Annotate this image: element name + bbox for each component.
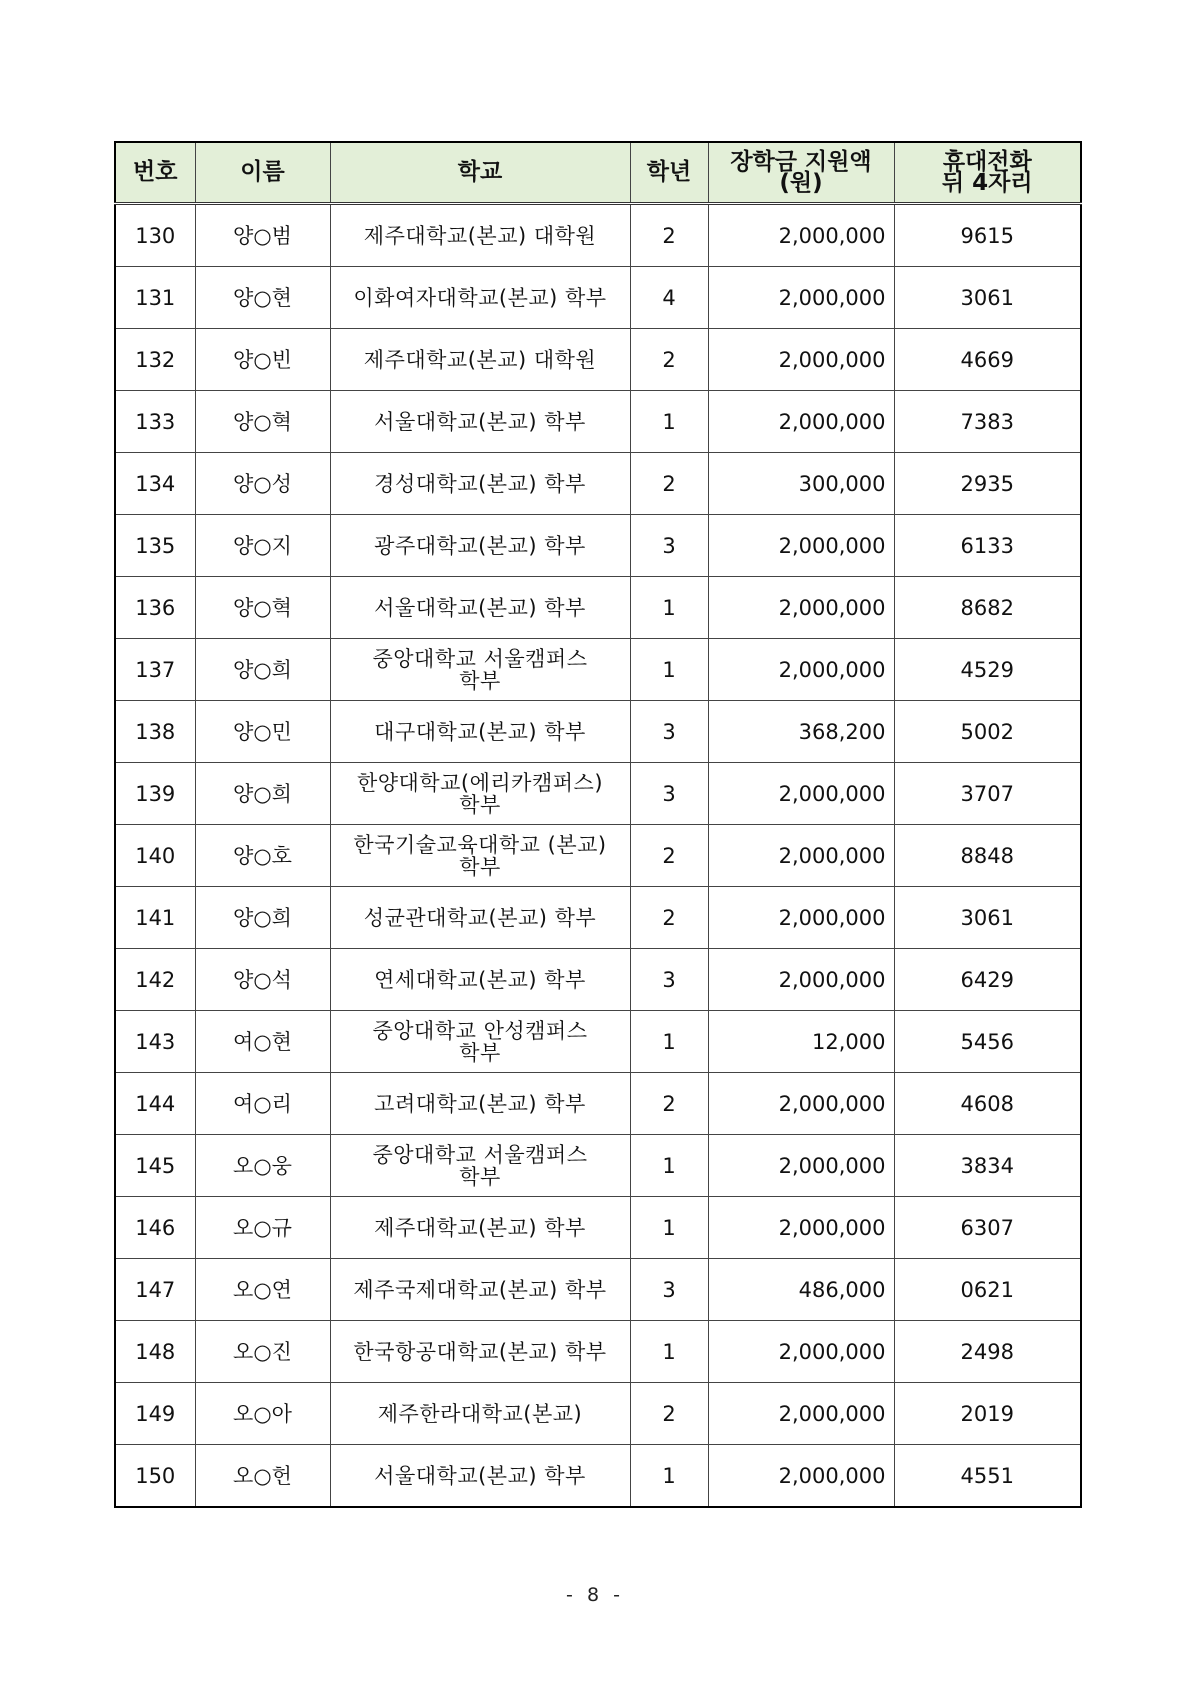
cell-grade: 3 [630,701,708,763]
cell-no: 135 [115,515,195,577]
header-name: 이름 [195,142,330,204]
cell-no: 141 [115,887,195,949]
cell-amount: 2,000,000 [708,515,894,577]
header-grade: 학년 [630,142,708,204]
table-row [115,825,1081,887]
cell-school: 경성대학교(본교) 학부 [330,453,630,515]
cell-name: 양○희 [195,887,330,949]
cell-grade: 4 [630,267,708,329]
cell-phone: 4608 [894,1073,1081,1135]
cell-no: 143 [115,1011,195,1073]
cell-phone: 8682 [894,577,1081,639]
cell-school: 제주한라대학교(본교) [330,1383,630,1445]
cell-no: 137 [115,639,195,701]
cell-amount: 2,000,000 [708,1135,894,1197]
cell-name: 양○지 [195,515,330,577]
cell-amount: 2,000,000 [708,1321,894,1383]
table-row [115,204,1081,267]
cell-no: 142 [115,949,195,1011]
cell-school: 서울대학교(본교) 학부 [330,391,630,453]
cell-amount: 2,000,000 [708,949,894,1011]
cell-school: 제주대학교(본교) 학부 [330,1197,630,1259]
cell-grade: 1 [630,1011,708,1073]
table-row [115,1445,1081,1508]
cell-school: 서울대학교(본교) 학부 [330,1445,630,1508]
cell-amount: 12,000 [708,1011,894,1073]
cell-phone: 6429 [894,949,1081,1011]
table-row [115,329,1081,391]
table-header [115,142,1081,204]
cell-no: 147 [115,1259,195,1321]
cell-no: 134 [115,453,195,515]
header-phone: 휴대전화 뒤 4자리 [894,142,1081,204]
table-row [115,515,1081,577]
cell-no: 144 [115,1073,195,1135]
cell-phone: 8848 [894,825,1081,887]
cell-no: 146 [115,1197,195,1259]
cell-name: 오○웅 [195,1135,330,1197]
cell-phone: 4669 [894,329,1081,391]
cell-no: 139 [115,763,195,825]
cell-grade: 3 [630,763,708,825]
cell-no: 130 [115,204,195,267]
cell-no: 145 [115,1135,195,1197]
cell-phone: 9615 [894,204,1081,267]
cell-amount: 2,000,000 [708,267,894,329]
cell-phone: 7383 [894,391,1081,453]
cell-school: 중앙대학교 서울캠퍼스 학부 [330,639,630,701]
cell-grade: 1 [630,391,708,453]
cell-phone: 5002 [894,701,1081,763]
cell-phone: 6307 [894,1197,1081,1259]
cell-grade: 3 [630,949,708,1011]
cell-no: 149 [115,1383,195,1445]
page-number: - 8 - [566,1584,624,1606]
cell-amount: 486,000 [708,1259,894,1321]
cell-grade: 3 [630,1259,708,1321]
cell-grade: 2 [630,887,708,949]
cell-no: 131 [115,267,195,329]
cell-name: 오○헌 [195,1445,330,1508]
table-row [115,1073,1081,1135]
cell-name: 오○연 [195,1259,330,1321]
cell-school: 제주대학교(본교) 대학원 [330,329,630,391]
cell-grade: 1 [630,639,708,701]
cell-grade: 2 [630,329,708,391]
cell-amount: 2,000,000 [708,825,894,887]
cell-amount: 2,000,000 [708,1197,894,1259]
cell-amount: 2,000,000 [708,329,894,391]
table-row [115,887,1081,949]
cell-phone: 4551 [894,1445,1081,1508]
cell-amount: 2,000,000 [708,391,894,453]
table-row [115,763,1081,825]
table-row [115,949,1081,1011]
cell-amount: 2,000,000 [708,1073,894,1135]
cell-school: 광주대학교(본교) 학부 [330,515,630,577]
cell-name: 오○아 [195,1383,330,1445]
cell-school: 한양대학교(에리카캠퍼스) 학부 [330,763,630,825]
cell-name: 여○현 [195,1011,330,1073]
cell-amount: 300,000 [708,453,894,515]
cell-school: 연세대학교(본교) 학부 [330,949,630,1011]
cell-amount: 2,000,000 [708,1445,894,1508]
table-row [115,1259,1081,1321]
cell-name: 양○성 [195,453,330,515]
cell-amount: 2,000,000 [708,763,894,825]
cell-name: 양○민 [195,701,330,763]
cell-school: 이화여자대학교(본교) 학부 [330,267,630,329]
table-row [115,1197,1081,1259]
cell-no: 133 [115,391,195,453]
cell-school: 성균관대학교(본교) 학부 [330,887,630,949]
table-row [115,453,1081,515]
cell-grade: 1 [630,1135,708,1197]
cell-name: 양○혁 [195,391,330,453]
cell-grade: 1 [630,1445,708,1508]
cell-phone: 3061 [894,887,1081,949]
cell-phone: 5456 [894,1011,1081,1073]
table-row [115,577,1081,639]
cell-phone: 2935 [894,453,1081,515]
cell-school: 대구대학교(본교) 학부 [330,701,630,763]
cell-grade: 2 [630,1383,708,1445]
cell-grade: 2 [630,825,708,887]
cell-no: 132 [115,329,195,391]
cell-phone: 0621 [894,1259,1081,1321]
cell-no: 138 [115,701,195,763]
table-row [115,639,1081,701]
cell-school: 한국항공대학교(본교) 학부 [330,1321,630,1383]
cell-name: 양○혁 [195,577,330,639]
table-body [115,204,1081,1508]
header-school: 학교 [330,142,630,204]
cell-phone: 3707 [894,763,1081,825]
header-amount: 장학금 지원액 (원) [708,142,894,204]
cell-name: 양○희 [195,763,330,825]
table-row [115,1011,1081,1073]
cell-phone: 6133 [894,515,1081,577]
table-row [115,391,1081,453]
cell-no: 136 [115,577,195,639]
cell-school: 서울대학교(본교) 학부 [330,577,630,639]
cell-amount: 2,000,000 [708,577,894,639]
table-row [115,1135,1081,1197]
cell-phone: 2498 [894,1321,1081,1383]
header-row [115,142,1081,204]
cell-school: 한국기술교육대학교 (본교) 학부 [330,825,630,887]
cell-phone: 2019 [894,1383,1081,1445]
cell-phone: 3834 [894,1135,1081,1197]
cell-grade: 3 [630,515,708,577]
cell-grade: 2 [630,204,708,267]
cell-no: 150 [115,1445,195,1508]
cell-name: 양○석 [195,949,330,1011]
cell-no: 148 [115,1321,195,1383]
cell-name: 오○진 [195,1321,330,1383]
cell-grade: 2 [630,1073,708,1135]
cell-name: 여○리 [195,1073,330,1135]
table-row [115,1383,1081,1445]
table-row [115,701,1081,763]
cell-no: 140 [115,825,195,887]
cell-school: 고려대학교(본교) 학부 [330,1073,630,1135]
cell-name: 양○범 [195,204,330,267]
cell-name: 양○현 [195,267,330,329]
cell-school: 제주대학교(본교) 대학원 [330,204,630,267]
scholarship-table [114,141,1082,1508]
cell-amount: 368,200 [708,701,894,763]
table-row [115,1321,1081,1383]
header-no: 번호 [115,142,195,204]
cell-name: 양○빈 [195,329,330,391]
table-row [115,267,1081,329]
cell-amount: 2,000,000 [708,639,894,701]
cell-grade: 2 [630,453,708,515]
cell-school: 제주국제대학교(본교) 학부 [330,1259,630,1321]
cell-name: 양○희 [195,639,330,701]
cell-amount: 2,000,000 [708,1383,894,1445]
cell-name: 양○호 [195,825,330,887]
cell-amount: 2,000,000 [708,887,894,949]
cell-grade: 1 [630,1321,708,1383]
cell-grade: 1 [630,1197,708,1259]
cell-grade: 1 [630,577,708,639]
cell-phone: 3061 [894,267,1081,329]
cell-amount: 2,000,000 [708,204,894,267]
cell-name: 오○규 [195,1197,330,1259]
cell-phone: 4529 [894,639,1081,701]
cell-school: 중앙대학교 서울캠퍼스 학부 [330,1135,630,1197]
cell-school: 중앙대학교 안성캠퍼스 학부 [330,1011,630,1073]
